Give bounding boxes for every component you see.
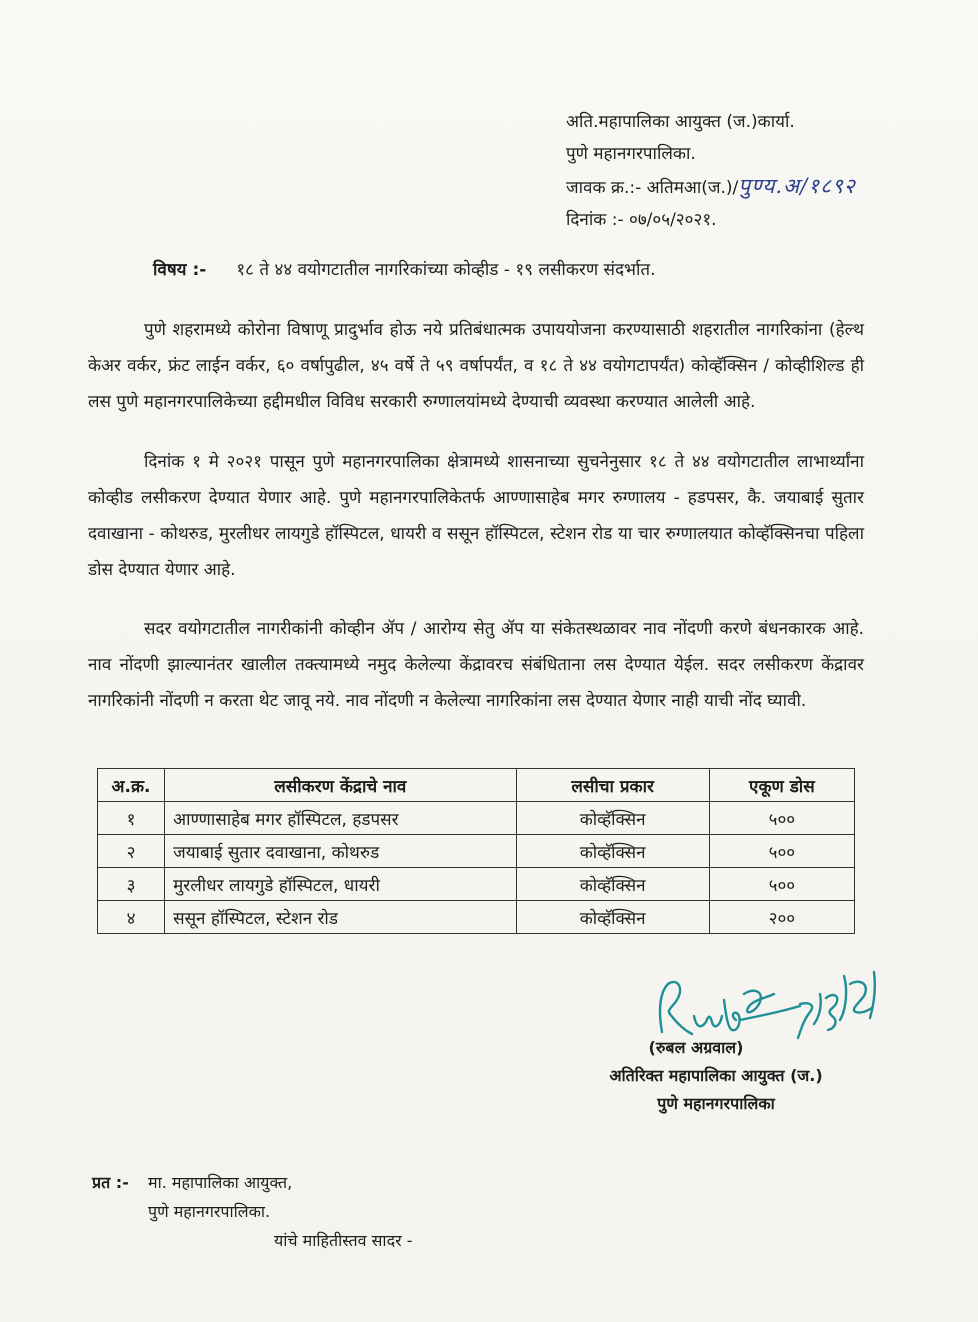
handwritten-reference: पुण्य.अ/१८९२ (738, 174, 856, 198)
signatory-block (566, 1034, 866, 1118)
vaccine-cell: कोव्हॅक्सिन (516, 901, 709, 934)
vaccine-cell: कोव्हॅक्सिन (516, 802, 709, 835)
column-header-serial: अ.क्र. (98, 769, 165, 802)
signatory-name: (रुबल अग्रवाल) (648, 1038, 744, 1057)
body-paragraph-2: दिनांक १ मे २०२१ पासून पुणे महानगरपालिका क्षेत्रामध्ये शासनाच्या सुचनेनुसार १८ ते ४४ वयोगटातील लाभार्थ्यांना कोव्हीड लसीकरण देण्यात येणार आहे. पुणे महानगरपालिकेतर्फ आण्णासाहेब मगर रुग्णालय - हडपसर, कै. जयाबाई सुतार दवाखाना - कोथरुड, मुरलीधर लायगुडे हॉस्पिटल, धायरी व ससून हॉस्पिटल, स्टेशन रोड या चार रुग्णालयात कोव्हॅक्सिनचा पहिला डोस देण्यात येणार आहे. (88, 452, 864, 580)
vaccination-centers-table (97, 768, 855, 934)
copy-recipient: मा. महापालिका आयुक्त, (148, 1173, 293, 1192)
column-header-center: लसीकरण केंद्राचे नाव (165, 769, 516, 802)
dose-cell: ५०० (709, 868, 854, 901)
signatory-organization: पुणे महानगरपालिका (657, 1094, 775, 1113)
reference-label: जावक क्र.:- अतिमआ(ज.)/ (566, 178, 739, 198)
copy-purpose: यांचे माहितीस्तव सादर - (274, 1231, 413, 1250)
serial-cell: ४ (98, 901, 165, 934)
table-row (98, 868, 855, 901)
column-header-vaccine: लसीचा प्रकार (516, 769, 709, 802)
center-cell: ससून हॉस्पिटल, स्टेशन रोड (165, 901, 516, 934)
subject-text: १८ ते ४४ वयोगटातील नागरिकांच्या कोव्हीड - १९ लसीकरण संदर्भात. (236, 260, 656, 280)
dose-cell: २०० (709, 901, 854, 934)
organization-name: पुणे महानगरपालिका. (566, 144, 696, 164)
dose-cell: ५०० (709, 835, 854, 868)
serial-cell: १ (98, 802, 165, 835)
center-cell: आण्णासाहेब मगर हॉस्पिटल, हडपसर (165, 802, 516, 835)
body-paragraph-1: पुणे शहरामध्ये कोरोना विषाणू प्रादुर्भाव होऊ नये प्रतिबंधात्मक उपाययोजना करण्यासाठी शहरातील नागरिकांना (हेल्थ केअर वर्कर, फ्रंट लाईन वर्कर, ६० वर्षापुढील, ४५ वर्षे ते ५९ वर्षापर्यंत, व १८ ते ४४ वयोगटापर्यंत) कोव्हॅक्सिन / कोव्हीशिल्ड ही लस पुणे महानगरपालिकेच्या हद्दीमधील विविध सरकारी रुग्णालयांमध्ये देण्याची व्यवस्था करण्यात आलेली आहे. (88, 320, 864, 412)
vaccine-cell: कोव्हॅक्सिन (516, 835, 709, 868)
copy-to-label: प्रत :- (92, 1173, 129, 1192)
serial-cell: २ (98, 835, 165, 868)
center-cell: मुरलीधर लायगुडे हॉस्पिटल, धायरी (165, 868, 516, 901)
office-name: अति.महापालिका आयुक्त (ज.)कार्या. (566, 112, 795, 132)
subject-label: विषय :- (153, 260, 207, 280)
table-row (98, 901, 855, 934)
vaccine-cell: कोव्हॅक्सिन (516, 868, 709, 901)
serial-cell: ३ (98, 868, 165, 901)
copy-recipient-org: पुणे महानगरपालिका. (148, 1202, 271, 1221)
signatory-title: अतिरिक्त महापालिका आयुक्त (ज.) (609, 1066, 823, 1085)
table-row (98, 835, 855, 868)
table-header-row (98, 769, 855, 802)
letter-header (566, 106, 856, 236)
dose-cell: ५०० (709, 802, 854, 835)
subject-line (153, 257, 656, 280)
reference-number (566, 170, 856, 204)
column-header-doses: एकूण डोस (709, 769, 854, 802)
table-row (98, 802, 855, 835)
copy-to-section (92, 1168, 412, 1255)
letter-date: दिनांक :- ०७/०५/२०२१. (566, 210, 717, 230)
body-paragraph-3: सदर वयोगटातील नागरीकांनी कोव्हीन ॲप / आरोग्य सेतु ॲप या संकेतस्थळावर नाव नोंदणी करणे बंधनकारक आहे. नाव नोंदणी झाल्यानंतर खालील तक्त्यामध्ये नमुद केलेल्या केंद्रावरच संबंधिताना लस देण्यात येईल. सदर लसीकरण केंद्रावर नागरिकांनी नोंदणी न करता थेट जावू नये. नाव नोंदणी न केलेल्या नागरिकांना लस देण्यात येणार नाही याची नोंद घ्यावी. (88, 619, 864, 711)
center-cell: जयाबाई सुतार दवाखाना, कोथरुड (165, 835, 516, 868)
